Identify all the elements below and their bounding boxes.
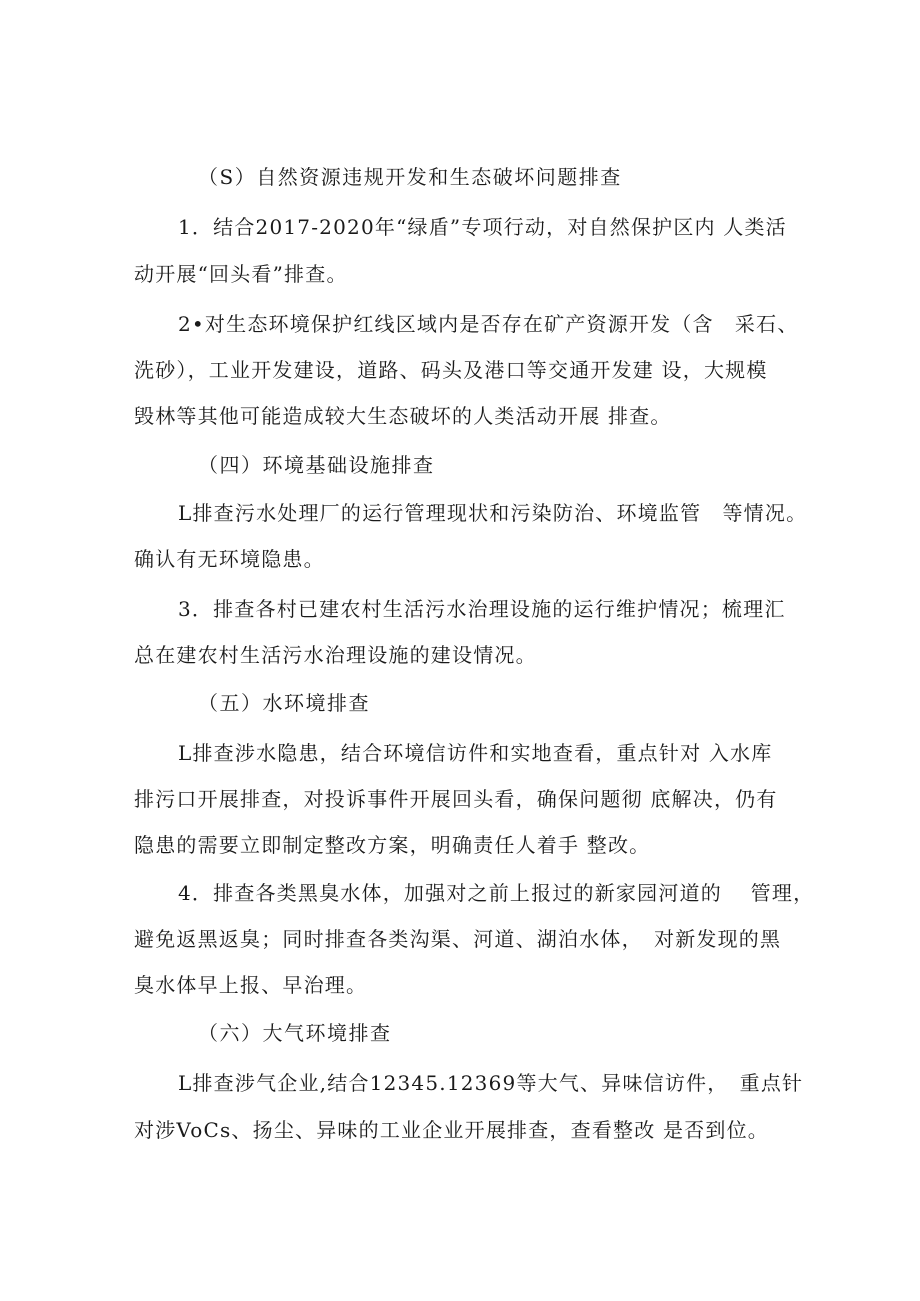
section-heading-4: （四）环境基础设施排查	[198, 453, 435, 477]
water-item-1-line-1: L排查涉水隐患，结合环境信访件和实地查看，重点针对 入水库	[178, 741, 773, 765]
air-item-1-line-2: 对涉VoCs、扬尘、异味的工业企业开展排查，查看整改 是否到位。	[134, 1118, 769, 1142]
air-item-1-line-1: L排查涉气企业,结合12345.12369等大气、异味信访件， 重点针	[178, 1071, 804, 1095]
section-heading-s: （S）自然资源违规开发和生态破坏问题排查	[198, 165, 622, 189]
infra-item-3-line-2: 总在建农村生活污水治理设施的建设情况。	[134, 643, 537, 667]
section-heading-6: （六）大气环境排查	[198, 1021, 392, 1045]
section-heading-5: （五）水环境排查	[198, 691, 370, 715]
water-item-4-line-2: 避免返黑返臭；同时排查各类沟渠、河道、湖泊水体， 对新发现的黑	[134, 927, 782, 951]
item-1-line-2: 动开展“回头看”排查。	[134, 262, 348, 286]
item-2-line-2: 洗砂），工业开发建设，道路、码头及港口等交通开发建 设，大规模	[134, 358, 768, 382]
water-item-1-line-2: 排污口开展排查，对投诉事件开展回头看，确保问题彻 底解决，仍有	[134, 787, 778, 811]
water-item-1-line-3: 隐患的需要立即制定整改方案，明确责任人着手 整改。	[134, 833, 651, 857]
water-item-4-line-3: 臭水体早上报、早治理。	[134, 973, 368, 997]
infra-item-1-line-2: 确认有无环境隐患。	[134, 547, 325, 571]
water-item-4-line-1: 4．排查各类黑臭水体，加强对之前上报过的新家园河道的 管理，	[178, 881, 815, 905]
item-2-line-3: 毁林等其他可能造成较大生态破坏的人类活动开展 排查。	[134, 404, 672, 428]
item-2-line-1: 2•对生态环境保护红线区域内是否存在矿产资源开发（含 采石、	[178, 312, 799, 336]
item-1-line-1: 1．结合2017-2020年“绿盾”专项行动，对自然保护区内 人类活	[178, 215, 787, 239]
infra-item-3-line-1: 3．排查各村已建农村生活污水治理设施的运行维护情况；梳理汇	[178, 597, 786, 621]
infra-item-1-line-1: L排查污水处理厂的运行管理现状和污染防治、环境监管 等情况。	[178, 501, 808, 525]
